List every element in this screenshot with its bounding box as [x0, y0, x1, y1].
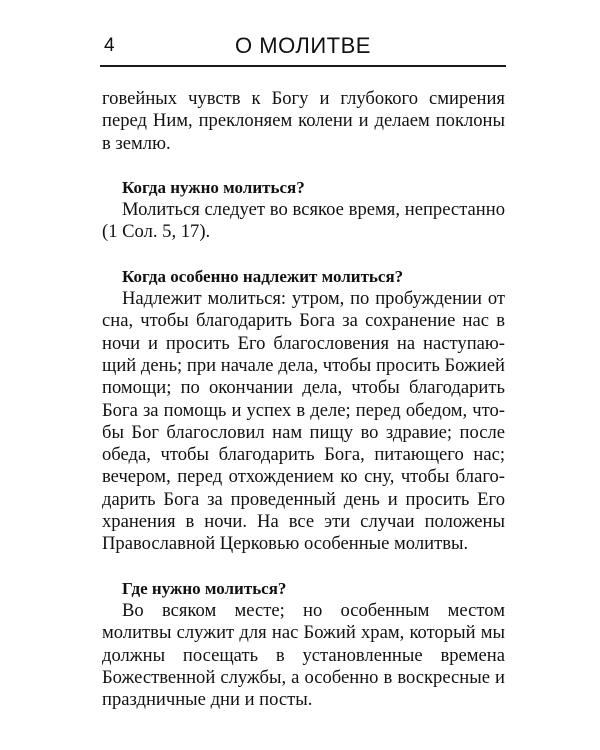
question-heading: Когда особенно надлежит молиться? [122, 266, 404, 286]
answer-paragraph: Надлежит молиться: утром, по пробуждении от сна, чтобы благодарить Бога за сохранение нас в ночи и просить Его благословения на наступающий день; при начале дела, чтобы просить Божией помощи; по окончании дела, чтобы благодарить Бога за помощь и успех в деле; перед обедом, чтобы Бог благословил нам пищу во здравие; после обеда, чтобы благодарить Бога, питающего нас; вечером, перед отхождением ко сну, чтобы благодарить Бога за проведенный день и просить Его хранения в ночи. На все эти случаи положены Православной Церковью особенные молитвы. [102, 288, 505, 555]
answer-paragraph: Молиться следует во всякое время, непрестанно (1 Сол. 5, 17). [102, 199, 505, 243]
page-number: 4 [104, 35, 115, 56]
page-header [100, 33, 506, 65]
header-rule [100, 65, 506, 67]
running-title: О МОЛИТВЕ [235, 33, 371, 58]
question-heading: Когда нужно молиться? [122, 177, 305, 197]
body-text [102, 88, 505, 711]
question-heading: Где нужно молиться? [122, 578, 287, 598]
answer-paragraph: Во всяком месте; но особенным местом молитвы служит для нас Божий храм, который мы должны посещать в установленные времена Божественной службы, а особенно в воскресные и праздничные дни и посты. [102, 599, 505, 711]
intro-paragraph: говейных чувств к Богу и глубокого смирения перед Ним, преклоняем колени и делаем поклоны в землю. [102, 88, 505, 154]
